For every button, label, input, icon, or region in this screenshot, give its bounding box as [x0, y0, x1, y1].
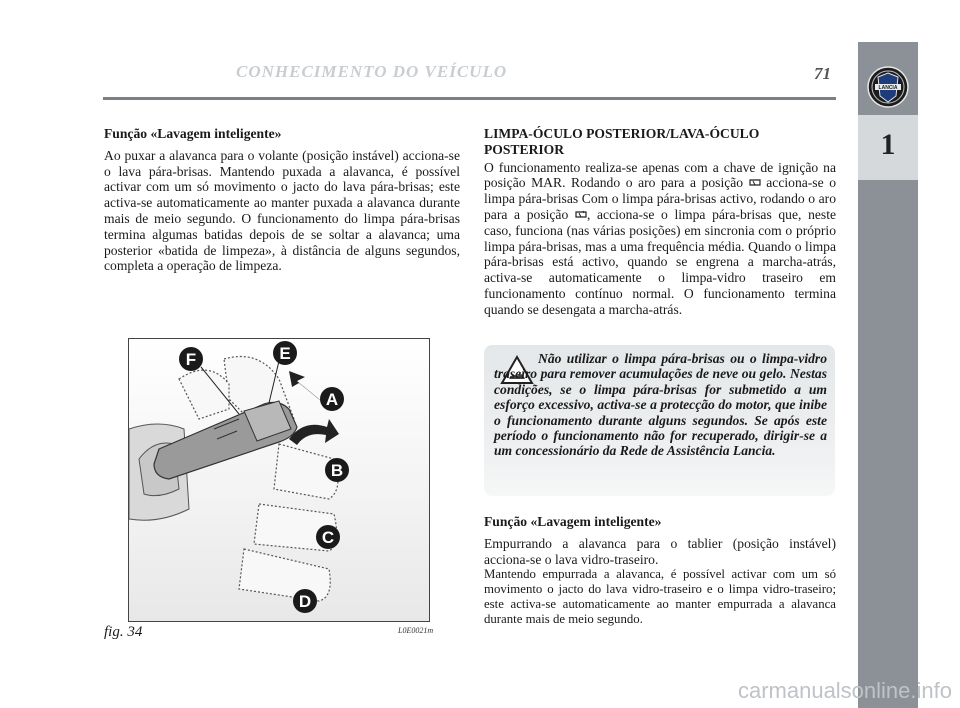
- p1-part1: O funcionamento realiza-se apenas com a chave de ignição na posição MAR. Rodando o aro para a posição: [484, 159, 836, 191]
- label-d: D: [298, 592, 312, 611]
- p1-part2: acciona-se o limpa pára-brisas Com o limpa pára-brisas activo, rodando o aro para a posição: [484, 175, 836, 222]
- page-number: 71: [814, 64, 831, 83]
- right-heading: [484, 126, 836, 158]
- right-heading-2: Função «Lavagem inteligente»: [484, 514, 662, 529]
- p1-part3: , acciona-se o limpa pára-brisas que, neste caso, funciona (nas várias posições) em sincronia com o próprio limpa pára-brisas, mas a uma frequência média. Quando o limpa pára-brisas está activo, quando se engrena a marcha-atrás, activa-se automaticamente o limpa-vidro traseiro em funcionamento contínuo normal. O funcionamento termina quando se desengata a marcha-atrás.: [484, 206, 837, 317]
- right-paragraph-1: [484, 160, 836, 318]
- warning-text-content: Não utilizar o limpa pára-brisas ou o limpa-vidro traseiro para remover acumulações de neve ou gelo. Nestas condições, se o limpa pára-brisas for submetido a um esforço excessivo, activa-se a protecção do motor, que inibe o funcionamento durante alguns segundos. Se após este período o funcionamento não for recuperado, dirigir-se a um concessionário da Rede de Assistência Lancia.: [494, 351, 827, 459]
- warning-box: [484, 345, 835, 496]
- label-b: B: [330, 461, 344, 480]
- right-heading-line1: LIMPA-ÓCULO POSTERIOR/LAVA-ÓCULO: [484, 126, 760, 141]
- watermark: carmanualsonline.info: [737, 678, 952, 703]
- right-paragraph-2: Empurrando a alavanca para o tablier (posição instável) acciona-se o lava vidro-traseiro.: [484, 535, 836, 567]
- label-c: C: [321, 528, 335, 547]
- left-heading: Função «Lavagem inteligente»: [104, 126, 282, 141]
- wiper-stalk-illustration: [129, 339, 429, 621]
- section-box: [858, 115, 918, 180]
- label-f: F: [185, 350, 197, 369]
- lancia-logo-icon: [867, 66, 909, 108]
- figure-caption: fig. 34: [104, 624, 143, 640]
- figure-34: [128, 338, 430, 622]
- right-heading-line2: POSTERIOR: [484, 141, 565, 157]
- header-rule: [103, 97, 836, 100]
- label-a: A: [325, 390, 339, 409]
- running-header-title: CONHECIMENTO DO VEÍCULO: [236, 62, 508, 81]
- warning-text: [494, 351, 827, 459]
- rear-wiper-icon: [749, 178, 761, 188]
- section-number: 1: [880, 128, 896, 161]
- figure-code: L0E0021m: [398, 626, 434, 635]
- logo-text: LANCIA: [878, 85, 898, 91]
- rear-washer-icon: [575, 210, 587, 220]
- left-paragraph: Ao puxar a alavanca para o volante (posição instável) acciona-se o lava pára-brisas. Mantendo puxada a alavanca, é possível activar com um só movimento o jacto do lava pára-brisas; este activa-se automaticamente ao manter puxada a alavanca durante mais de meio segundo. O funcionamento do limpa pára-brisas termina algumas batidas depois de se soltar a alavanca; uma posterior «batida de limpeza», à distância de alguns segundos, completa a operação de limpeza.: [104, 147, 460, 274]
- right-column-lower: [484, 514, 836, 627]
- left-column: [104, 126, 460, 274]
- label-e: E: [279, 344, 291, 363]
- right-column: [484, 126, 836, 318]
- right-paragraph-3: Mantendo empurrada a alavanca, é possível activar com um só movimento o jacto do lava vidro-traseiro e o limpa vidro-traseiro; este activa-se automaticamente ao manter empurrada a alavanca durante mais de meio segundo.: [484, 567, 836, 626]
